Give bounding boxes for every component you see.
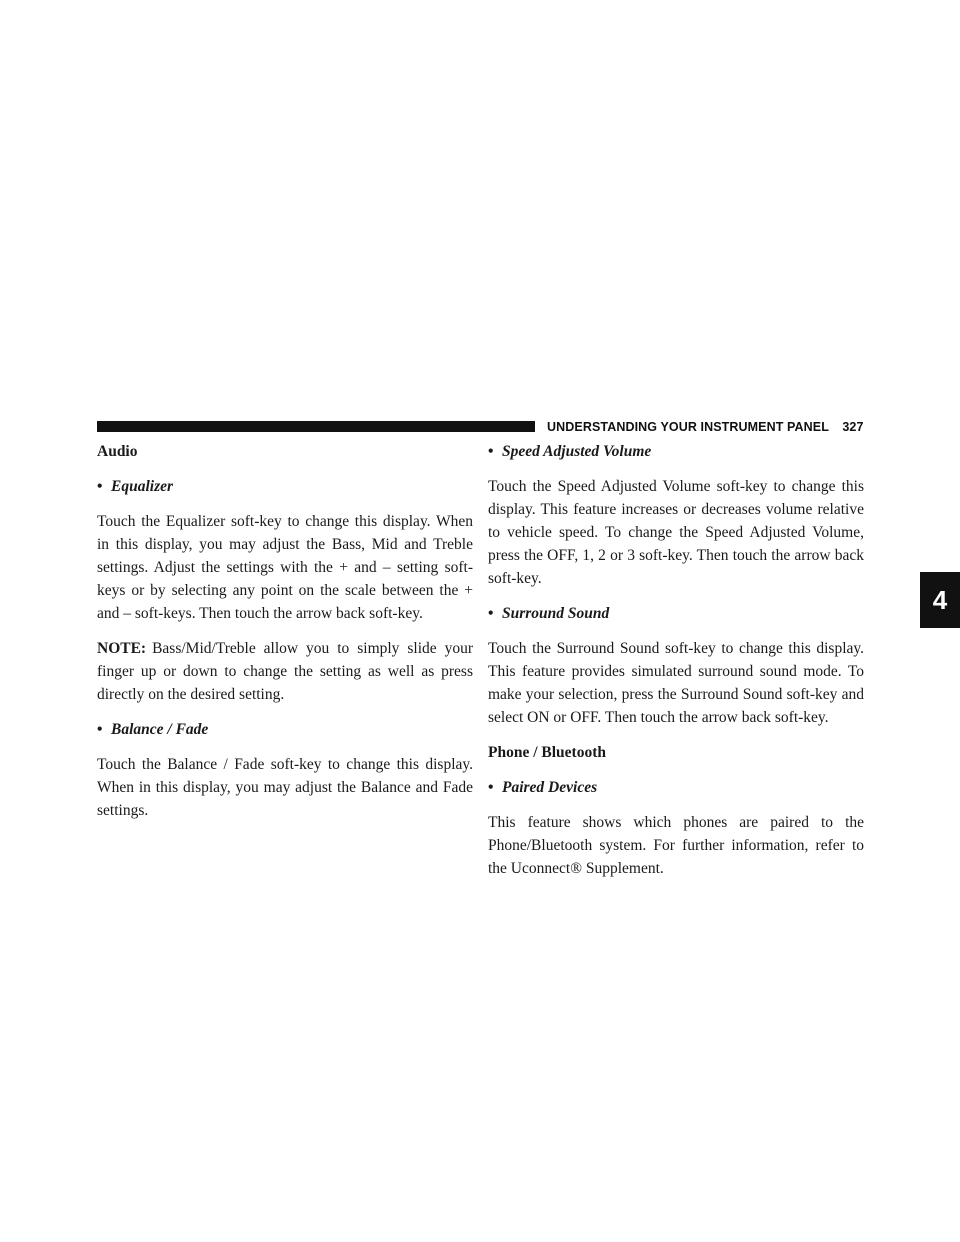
equalizer-label: Equalizer [111, 478, 174, 495]
balance-text: Touch the Balance / Fade soft-key to change this display. When in this display, you may adjust the Balance and Fade settings. [97, 756, 473, 819]
note-label: NOTE: [97, 640, 147, 657]
bullet-icon: • [488, 605, 494, 622]
equalizer-bullet [97, 475, 473, 498]
sav-bullet [488, 440, 864, 463]
note-text: Bass/Mid/Treble allow you to simply slide your finger up or down to change the setting as well as press directly on the desired setting. [97, 640, 473, 703]
equalizer-text: Touch the Equalizer soft-key to change this display. When in this display, you may adjust the Bass, Mid and Treble settings. Adjust the settings with the + and – setting soft-keys or by selecting any point on the scale between the + and – soft-keys. Then touch the arrow back soft-key. [97, 513, 473, 622]
bullet-icon: • [97, 721, 103, 738]
left-column [97, 440, 473, 834]
surround-label: Surround Sound [502, 605, 610, 622]
page-number: 327 [842, 420, 864, 434]
sav-label: Speed Adjusted Volume [502, 443, 652, 460]
paired-bullet [488, 776, 864, 799]
chapter-tab: 4 [920, 572, 960, 628]
note-paragraph [97, 637, 473, 706]
surround-bullet [488, 602, 864, 625]
running-header [547, 419, 864, 435]
phone-heading: Phone / Bluetooth [488, 744, 606, 761]
bullet-icon: • [97, 478, 103, 495]
paired-text: This feature shows which phones are paired to the Phone/Bluetooth system. For further information, refer to the Uconnect® Supplement. [488, 814, 864, 877]
balance-label: Balance / Fade [111, 721, 209, 738]
header-title: UNDERSTANDING YOUR INSTRUMENT PANEL [547, 420, 829, 434]
paired-label: Paired Devices [502, 779, 598, 796]
right-column [488, 440, 864, 892]
bullet-icon: • [488, 443, 494, 460]
sav-text: Touch the Speed Adjusted Volume soft-key to change this display. This feature increases or decreases volume relative to vehicle speed. To change the Speed Adjusted Volume, press the OFF, 1, 2 or 3 soft-key. Then touch the arrow back soft-key. [488, 478, 864, 587]
bullet-icon: • [488, 779, 494, 796]
surround-text: Touch the Surround Sound soft-key to change this display. This feature provides simulated surround sound mode. To make your selection, press the Surround Sound soft-key and select ON or OFF. Then touch the arrow back soft-key. [488, 640, 864, 726]
header-rule [97, 421, 535, 432]
balance-bullet [97, 718, 473, 741]
audio-heading: Audio [97, 443, 138, 460]
